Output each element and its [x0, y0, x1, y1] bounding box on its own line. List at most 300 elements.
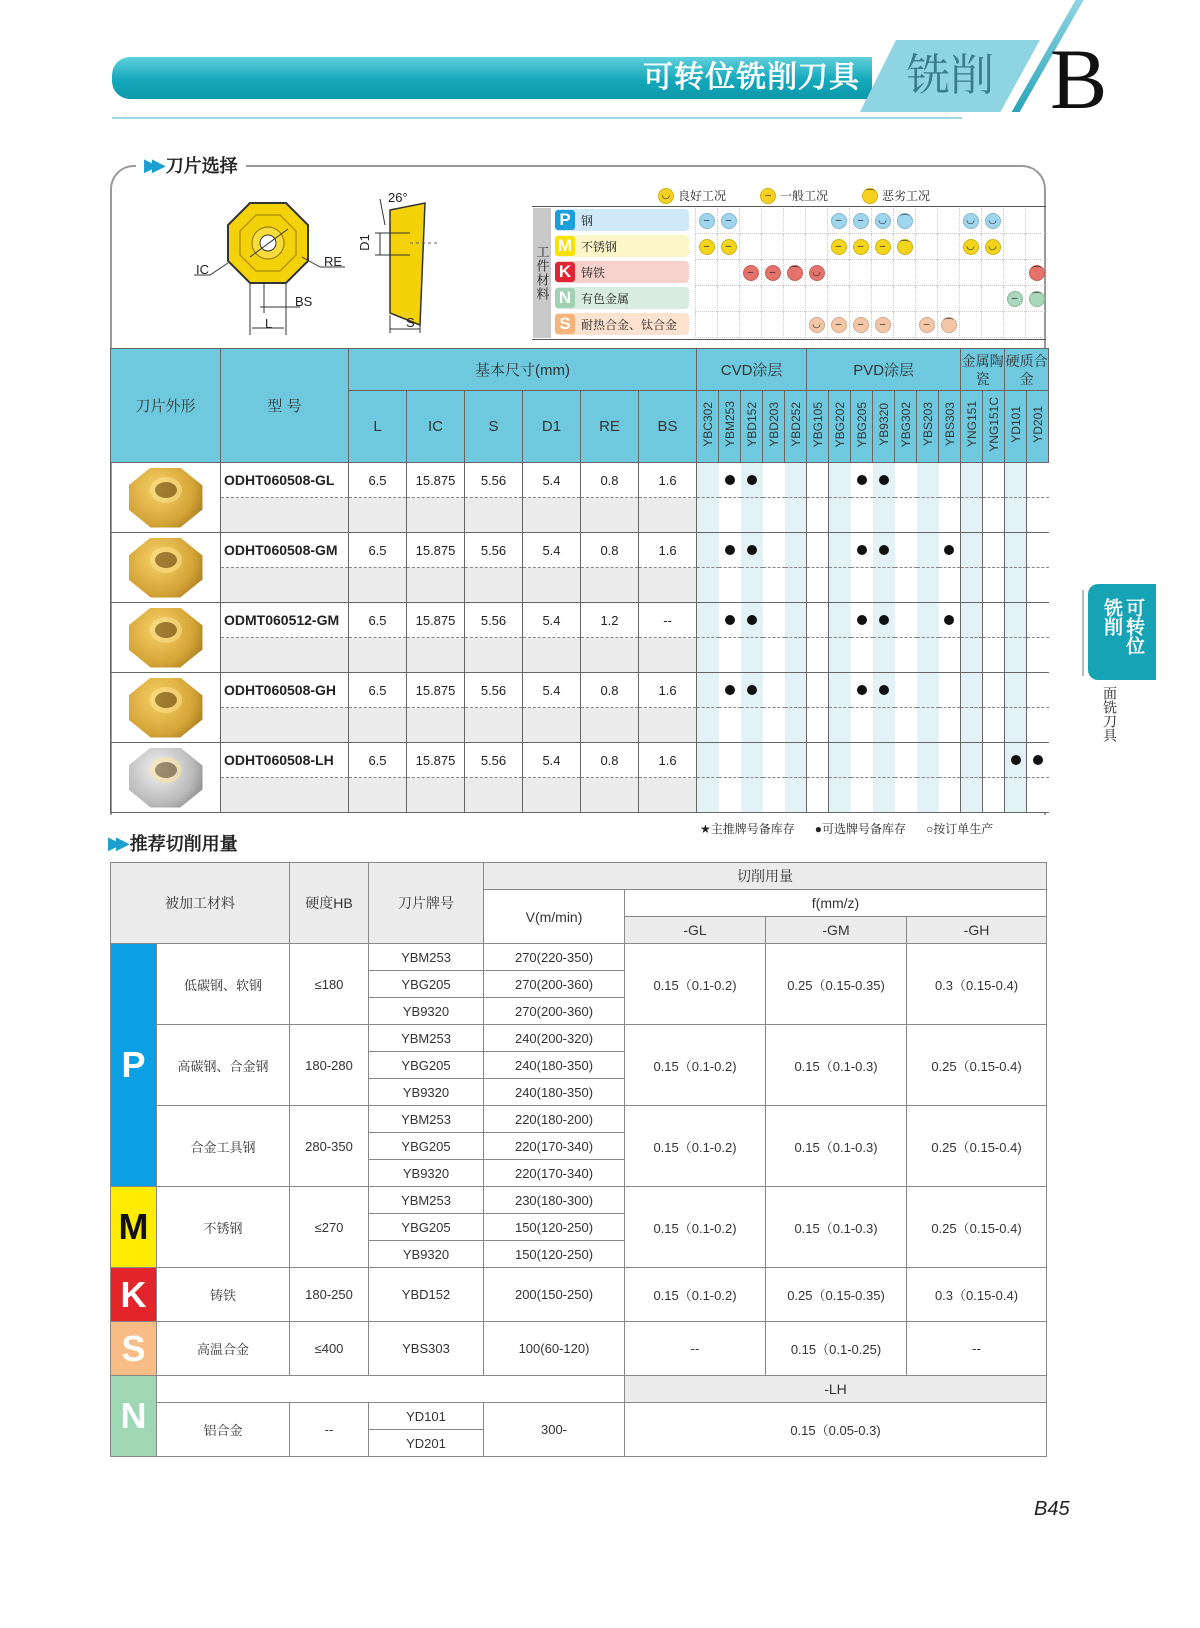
grade-cell	[829, 463, 851, 498]
col-grade-ybg302: YBG302	[898, 401, 913, 448]
col-dims: 基本尺寸(mm)	[349, 349, 697, 391]
grade-cell	[1027, 533, 1049, 568]
feed-gh: 0.3（0.15-0.4)	[907, 1268, 1047, 1322]
material-chip	[555, 261, 689, 283]
grade-cell	[983, 463, 1005, 498]
material-name: 铸铁	[157, 1268, 290, 1322]
col-v: V(m/min)	[484, 890, 625, 944]
normal-face-icon: –	[765, 265, 781, 281]
grade-cell	[917, 603, 939, 638]
grade-cell	[763, 673, 785, 708]
col-cvd: CVD涂层	[697, 349, 807, 391]
col-shape: 刀片外形	[111, 349, 221, 463]
condition-cell	[761, 260, 783, 286]
grade-cell	[763, 533, 785, 568]
double-chevron-icon: ▶▶	[108, 832, 124, 853]
condition-cell	[893, 234, 915, 260]
grade-cell	[807, 743, 829, 778]
good-face-icon: ◡	[875, 213, 891, 229]
condition-cell	[739, 312, 761, 338]
material-name: 高碳钢、合金钢	[157, 1025, 290, 1106]
grade-cell	[741, 533, 763, 568]
condition-cell	[937, 260, 959, 286]
angle-label: 26°	[388, 190, 408, 205]
col-f: f(mm/z)	[625, 890, 1047, 917]
feed-gh: 0.25（0.15-0.4)	[907, 1025, 1047, 1106]
material-name: 不锈钢	[157, 1187, 290, 1268]
dim-value: 5.56	[465, 603, 523, 638]
grade-cell	[697, 533, 719, 568]
grade-cell	[939, 463, 961, 498]
condition-cell	[695, 286, 717, 312]
re-label: RE	[324, 254, 343, 269]
grade-cell	[807, 463, 829, 498]
grade-cell	[785, 533, 807, 568]
dim-value: 5.56	[465, 743, 523, 778]
condition-cell	[915, 312, 937, 338]
grade-cell	[697, 463, 719, 498]
feed-gm: 0.15（0.1-0.25)	[766, 1322, 907, 1376]
available-dot-icon	[1011, 755, 1021, 765]
grade-cell	[807, 673, 829, 708]
grade-cell	[917, 463, 939, 498]
dim-value: 1.6	[639, 743, 697, 778]
col-gl: -GL	[625, 917, 766, 944]
condition-cell	[871, 234, 893, 260]
grade-cell	[851, 743, 873, 778]
normal-face-icon: –	[699, 239, 715, 255]
material-chip	[555, 287, 689, 309]
grade-cell	[719, 533, 741, 568]
condition-cell	[871, 260, 893, 286]
condition-cell	[695, 208, 717, 234]
cutting-speed: 200(150-250)	[484, 1268, 625, 1322]
header-subtitle: 铣削	[906, 51, 994, 100]
condition-row-k	[555, 260, 1045, 284]
dim-value: 5.56	[465, 533, 523, 568]
available-dot-icon	[944, 545, 954, 555]
condition-cell	[937, 312, 959, 338]
condition-cell	[959, 312, 981, 338]
condition-cell	[827, 260, 849, 286]
condition-cell	[1003, 286, 1025, 312]
grade-cell	[763, 603, 785, 638]
grade-cell	[917, 673, 939, 708]
cutting-speed: 240(180-350)	[484, 1079, 625, 1106]
normal-face-icon: –	[699, 213, 715, 229]
condition-cell	[827, 234, 849, 260]
feed-gh: 0.25（0.15-0.4)	[907, 1106, 1047, 1187]
bad-face-icon: ⌒	[862, 188, 878, 204]
grade-cell	[719, 743, 741, 778]
col-grade-ybg205: YBG205	[854, 401, 869, 448]
col-grade-yd201: YD201	[1030, 406, 1045, 443]
col-grade-ybs303: YBS303	[942, 402, 957, 447]
grade-cell	[961, 603, 983, 638]
grade-cell	[873, 463, 895, 498]
material-letter-badge: P	[555, 210, 575, 230]
grade-name: YBG205	[369, 971, 484, 998]
col-grade: 刀片牌号	[369, 863, 484, 944]
grade-cell	[1005, 533, 1027, 568]
cutting-speed: 220(180-200)	[484, 1106, 625, 1133]
col-grade-ybg202: YBG202	[832, 401, 847, 448]
condition-cell	[981, 260, 1003, 286]
available-dot-icon	[879, 475, 889, 485]
dim-value: 5.4	[523, 533, 581, 568]
dim-value: 5.4	[523, 463, 581, 498]
material-group-p: P	[111, 944, 157, 1187]
condition-cell	[827, 208, 849, 234]
available-dot-icon	[725, 615, 735, 625]
grade-name: YBG205	[369, 1214, 484, 1241]
feed-gh: --	[907, 1322, 1047, 1376]
normal-face-icon: –	[721, 239, 737, 255]
hardness: 280-350	[290, 1106, 369, 1187]
feed-gl: 0.15（0.1-0.2)	[625, 1268, 766, 1322]
available-dot-icon	[944, 615, 954, 625]
dim-value: 6.5	[349, 463, 407, 498]
col-carbide: 硬质合金	[1005, 349, 1049, 391]
cutting-speed: 270(200-360)	[484, 998, 625, 1025]
feed-gl: --	[625, 1322, 766, 1376]
insert-geometry-diagram	[180, 185, 460, 340]
available-dot-icon	[747, 615, 757, 625]
condition-cell	[805, 208, 827, 234]
available-dot-icon	[725, 545, 735, 555]
condition-cell	[959, 286, 981, 312]
grade-name: YBM253	[369, 1187, 484, 1214]
feed-gh: 0.3（0.15-0.4)	[907, 944, 1047, 1025]
normal-face-icon: –	[831, 239, 847, 255]
dim-value: 0.8	[581, 463, 639, 498]
cutting-row	[111, 1025, 1047, 1052]
col-dim-re: RE	[581, 391, 639, 463]
good-face-icon: ◡	[985, 239, 1001, 255]
material-letter-badge: N	[555, 288, 575, 308]
condition-cell	[805, 234, 827, 260]
cutting-speed: 150(120-250)	[484, 1214, 625, 1241]
col-grade-ybc302: YBC302	[700, 402, 715, 447]
grade-cell	[983, 603, 1005, 638]
dim-value: --	[639, 603, 697, 638]
grade-cell	[741, 743, 763, 778]
normal-face-icon: –	[875, 317, 891, 333]
condition-cell	[871, 312, 893, 338]
material-name: 有色金属	[581, 291, 630, 306]
condition-row-s	[555, 312, 1045, 336]
insert-row[interactable]	[111, 743, 1049, 778]
condition-cell	[937, 234, 959, 260]
normal-face-icon: –	[853, 317, 869, 333]
material-group-n: N	[111, 1376, 157, 1457]
insert-row[interactable]	[111, 463, 1049, 498]
normal-face-icon: –	[831, 317, 847, 333]
grade-name: YD101	[369, 1403, 484, 1430]
hardness: ≤180	[290, 944, 369, 1025]
dim-value: 0.8	[581, 743, 639, 778]
cutting-speed: 300-	[484, 1403, 625, 1457]
grade-cell	[829, 533, 851, 568]
grade-name: YB9320	[369, 1079, 484, 1106]
condition-cell	[827, 312, 849, 338]
cutting-speed: 270(220-350)	[484, 944, 625, 971]
grade-cell	[719, 673, 741, 708]
cutting-row	[111, 1322, 1047, 1376]
dim-value: 1.6	[639, 533, 697, 568]
good-face-icon: ◡	[658, 188, 674, 204]
condition-cell	[739, 208, 761, 234]
col-dim-s: S	[465, 391, 523, 463]
good-face-icon: ◡	[963, 213, 979, 229]
side-tab-bar	[1082, 590, 1084, 676]
condition-cell	[1003, 260, 1025, 286]
grade-cell	[697, 673, 719, 708]
col-dim-ic: IC	[407, 391, 465, 463]
cutting-speed: 240(180-350)	[484, 1052, 625, 1079]
insert-row[interactable]	[111, 673, 1049, 708]
col-grade-ybg105: YBG105	[810, 401, 825, 448]
condition-cell	[783, 312, 805, 338]
material-name: 铝合金	[157, 1403, 290, 1457]
available-dot-icon	[857, 615, 867, 625]
col-pvd: PVD涂层	[807, 349, 961, 391]
condition-cell	[783, 234, 805, 260]
insert-row[interactable]	[111, 603, 1049, 638]
material-name: 钢	[581, 213, 594, 228]
grade-cell	[961, 743, 983, 778]
condition-cell	[893, 286, 915, 312]
grade-cell	[1027, 603, 1049, 638]
grade-name: YBG205	[369, 1133, 484, 1160]
dim-value: 15.875	[407, 533, 465, 568]
cutting-row	[111, 1106, 1047, 1133]
col-grade-yng151c: YNG151C	[986, 397, 1001, 452]
available-dot-icon	[1033, 755, 1043, 765]
condition-cell	[959, 234, 981, 260]
feed-gm: 0.15（0.1-0.3)	[766, 1106, 907, 1187]
dim-value: 5.56	[465, 463, 523, 498]
dim-value: 6.5	[349, 533, 407, 568]
bad-face-icon: ⌒	[897, 213, 913, 229]
dim-value: 5.4	[523, 603, 581, 638]
insert-photo	[129, 538, 203, 598]
condition-cell	[849, 208, 871, 234]
condition-cell	[893, 208, 915, 234]
normal-face-icon: –	[760, 188, 776, 204]
grade-name: YBG205	[369, 1052, 484, 1079]
material-letter-badge: S	[555, 314, 575, 334]
grade-cell	[697, 743, 719, 778]
condition-cell	[1025, 260, 1047, 286]
insert-model: ODMT060512-GM	[221, 603, 349, 638]
insert-photo	[129, 748, 203, 808]
grade-cell	[983, 743, 1005, 778]
material-name: 低碳钢、软钢	[157, 944, 290, 1025]
condition-cell	[915, 234, 937, 260]
condition-cell	[1025, 286, 1047, 312]
material-chip	[555, 209, 689, 231]
grade-cell	[807, 603, 829, 638]
cutting-row	[111, 1187, 1047, 1214]
grade-cell	[895, 603, 917, 638]
col-grade-ybd152: YBD152	[744, 402, 759, 447]
hardness: --	[290, 1403, 369, 1457]
grade-cell	[1027, 673, 1049, 708]
feed-gl: 0.15（0.1-0.2)	[625, 1025, 766, 1106]
grade-name: YB9320	[369, 1241, 484, 1268]
col-lh: -LH	[625, 1376, 1047, 1403]
grade-cell	[1027, 743, 1049, 778]
condition-cell	[893, 260, 915, 286]
material-letter-badge: K	[555, 262, 575, 282]
condition-cell	[959, 208, 981, 234]
col-hardness: 硬度HB	[290, 863, 369, 944]
condition-cell	[805, 260, 827, 286]
insert-row[interactable]	[111, 533, 1049, 568]
grade-cell	[741, 463, 763, 498]
condition-row-p	[555, 208, 1045, 232]
bad-face-icon: ⌒	[941, 317, 957, 333]
grade-cell	[895, 743, 917, 778]
condition-cell	[739, 234, 761, 260]
normal-face-icon: –	[875, 239, 891, 255]
condition-cell	[937, 286, 959, 312]
material-name: 高温合金	[157, 1322, 290, 1376]
grade-cell	[719, 603, 741, 638]
bad-face-icon: ⌒	[1029, 265, 1045, 281]
col-dim-d1: D1	[523, 391, 581, 463]
grade-cell	[939, 743, 961, 778]
grade-cell	[785, 743, 807, 778]
ic-label: IC	[196, 262, 209, 277]
condition-cell	[717, 234, 739, 260]
workpiece-material-label: 工件材料	[533, 208, 551, 338]
col-grade-yng151: YNG151	[964, 401, 979, 448]
s-label: S	[406, 315, 415, 330]
grade-cell	[1005, 463, 1027, 498]
grade-cell	[873, 603, 895, 638]
available-dot-icon	[879, 545, 889, 555]
feed-gl: 0.15（0.1-0.2)	[625, 1187, 766, 1268]
normal-face-icon: –	[853, 213, 869, 229]
dim-value: 15.875	[407, 743, 465, 778]
condition-cell	[783, 286, 805, 312]
grade-cell	[873, 743, 895, 778]
condition-cell	[783, 260, 805, 286]
available-dot-icon	[879, 615, 889, 625]
material-group-s: S	[111, 1322, 157, 1376]
available-dot-icon	[879, 685, 889, 695]
condition-cell	[717, 260, 739, 286]
available-dot-icon	[725, 685, 735, 695]
bad-face-icon: ⌒	[1029, 291, 1045, 307]
condition-cell	[937, 208, 959, 234]
condition-cell	[981, 208, 1003, 234]
grade-cell	[961, 673, 983, 708]
grade-name: YD201	[369, 1430, 484, 1457]
bs-label: BS	[295, 294, 313, 309]
col-gh: -GH	[907, 917, 1047, 944]
material-group-k: K	[111, 1268, 157, 1322]
stock-legend: ★主推牌号备库存 ●可选牌号备库存 ○按订单生产	[700, 822, 994, 836]
d1-label: D1	[356, 234, 372, 251]
insert-model: ODHT060508-GM	[221, 533, 349, 568]
material-name: 不锈钢	[581, 239, 618, 254]
insert-table	[110, 348, 1049, 813]
legend-good: ◡ 良好工况	[658, 187, 726, 204]
col-gm: -GM	[766, 917, 907, 944]
dim-value: 15.875	[407, 603, 465, 638]
grade-name: YBM253	[369, 1025, 484, 1052]
col-material: 被加工材料	[111, 863, 290, 944]
dim-value: 1.2	[581, 603, 639, 638]
grade-cell	[939, 533, 961, 568]
condition-cell	[849, 286, 871, 312]
normal-face-icon: –	[853, 239, 869, 255]
grade-cell	[983, 533, 1005, 568]
page-number: B45	[1034, 1498, 1070, 1520]
grade-cell	[719, 463, 741, 498]
grade-name: YBM253	[369, 944, 484, 971]
dim-value: 15.875	[407, 463, 465, 498]
condition-cell	[717, 312, 739, 338]
side-tab[interactable]: 可转位 铣削	[1088, 584, 1156, 680]
grid-top-rule	[532, 206, 1046, 207]
cutting-data-table	[110, 862, 1047, 1457]
insert-photo	[129, 678, 203, 738]
feed-lh: 0.15（0.05-0.3)	[625, 1403, 1047, 1457]
material-chip	[555, 313, 689, 335]
grade-cell	[895, 673, 917, 708]
grade-cell	[851, 673, 873, 708]
insert-model: ODHT060508-LH	[221, 743, 349, 778]
chapter-letter: B	[1050, 31, 1108, 127]
cutting-section-heading	[108, 830, 238, 856]
condition-cell	[717, 286, 739, 312]
dim-value: 6.5	[349, 603, 407, 638]
condition-cell	[871, 208, 893, 234]
legend-normal: – 一般工况	[760, 187, 828, 204]
col-cutting: 切削用量	[484, 863, 1047, 890]
grade-cell	[741, 603, 763, 638]
condition-cell	[695, 234, 717, 260]
material-letter-badge: M	[555, 236, 575, 256]
grade-cell	[983, 673, 1005, 708]
condition-cell	[1025, 234, 1047, 260]
cutting-row	[111, 1268, 1047, 1322]
dim-value: 1.6	[639, 673, 697, 708]
condition-cell	[761, 286, 783, 312]
good-face-icon: ◡	[809, 317, 825, 333]
feed-gm: 0.25（0.15-0.35)	[766, 944, 907, 1025]
dim-value: 5.4	[523, 743, 581, 778]
dim-value: 0.8	[581, 673, 639, 708]
col-grade-ybd252: YBD252	[788, 402, 803, 447]
insert-section-heading	[136, 152, 246, 178]
double-chevron-icon: ▶▶	[144, 154, 160, 175]
grade-cell	[697, 603, 719, 638]
condition-cell	[871, 286, 893, 312]
cutting-speed: 270(200-360)	[484, 971, 625, 998]
grade-cell	[829, 673, 851, 708]
feed-gm: 0.15（0.1-0.3)	[766, 1025, 907, 1106]
hardness: 180-250	[290, 1268, 369, 1322]
condition-cell	[893, 312, 915, 338]
material-name: 耐热合金、钛合金	[581, 317, 678, 332]
cutting-speed: 100(60-120)	[484, 1322, 625, 1376]
col-grade-ybm253: YBM253	[722, 401, 737, 448]
